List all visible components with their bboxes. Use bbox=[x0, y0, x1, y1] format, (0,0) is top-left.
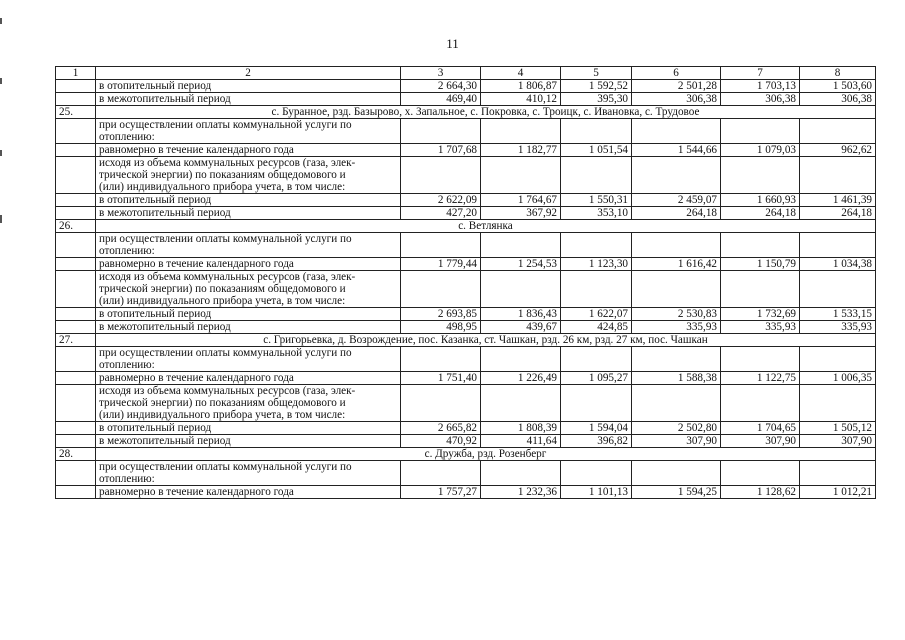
row-index bbox=[56, 308, 96, 321]
description-cell bbox=[96, 271, 401, 308]
tariff-value: 1 704,65 bbox=[721, 422, 800, 435]
empty-cell bbox=[561, 233, 632, 258]
tariff-value: 1 232,36 bbox=[481, 486, 561, 499]
description-line: (или) индивидуального прибора учета, в том числе: bbox=[99, 409, 346, 421]
row-label: в межотопительный период bbox=[96, 435, 401, 448]
tariff-row bbox=[56, 486, 876, 499]
empty-cell bbox=[561, 347, 632, 372]
empty-cell bbox=[561, 157, 632, 194]
tariff-value: 2 664,30 bbox=[401, 80, 481, 93]
description-line: отоплению: bbox=[99, 245, 155, 257]
tariff-value: 1 182,77 bbox=[481, 144, 561, 157]
tariff-value: 469,40 bbox=[401, 93, 481, 106]
description-line: при осуществлении оплаты коммунальной услуги по bbox=[99, 461, 352, 473]
description-line: при осуществлении оплаты коммунальной услуги по bbox=[99, 347, 352, 359]
description-line: отоплению: bbox=[99, 359, 155, 371]
empty-cell bbox=[632, 157, 721, 194]
tariff-value: 1 505,12 bbox=[800, 422, 876, 435]
tariff-table bbox=[55, 66, 876, 499]
description-line: трической энергии) по показаниям общедомового и bbox=[99, 169, 346, 181]
description-line: отоплению: bbox=[99, 473, 155, 485]
description-cell bbox=[96, 385, 401, 422]
description-line: исходя из объема коммунальных ресурсов (газа, элек- bbox=[99, 385, 356, 397]
margin-mark bbox=[0, 215, 2, 223]
description-line: отоплению: bbox=[99, 131, 155, 143]
settlement-row bbox=[56, 448, 876, 461]
tariff-value: 1 757,27 bbox=[401, 486, 481, 499]
tariff-value: 410,12 bbox=[481, 93, 561, 106]
column-number: 8 bbox=[800, 67, 876, 80]
empty-cell bbox=[800, 233, 876, 258]
description-cell bbox=[96, 119, 401, 144]
row-label: равномерно в течение календарного года bbox=[96, 258, 401, 271]
tariff-value: 1 592,52 bbox=[561, 80, 632, 93]
row-index bbox=[56, 207, 96, 220]
description-cell bbox=[96, 157, 401, 194]
row-index bbox=[56, 422, 96, 435]
row-index: 28. bbox=[56, 448, 96, 461]
empty-cell bbox=[800, 119, 876, 144]
empty-cell bbox=[632, 233, 721, 258]
row-label: в отопительный период bbox=[96, 422, 401, 435]
empty-cell bbox=[401, 461, 481, 486]
empty-cell bbox=[401, 233, 481, 258]
column-number-row bbox=[56, 67, 876, 80]
tariff-value: 1 012,21 bbox=[800, 486, 876, 499]
empty-cell bbox=[401, 347, 481, 372]
empty-cell bbox=[481, 385, 561, 422]
tariff-value: 1 079,03 bbox=[721, 144, 800, 157]
row-index bbox=[56, 80, 96, 93]
margin-mark bbox=[0, 18, 2, 24]
row-label: в отопительный период bbox=[96, 308, 401, 321]
tariff-row bbox=[56, 80, 876, 93]
tariff-value: 1 751,40 bbox=[401, 372, 481, 385]
description-cell bbox=[96, 233, 401, 258]
empty-cell bbox=[401, 385, 481, 422]
tariff-value: 1 764,67 bbox=[481, 194, 561, 207]
row-label: в межотопительный период bbox=[96, 207, 401, 220]
empty-cell bbox=[401, 271, 481, 308]
description-cell bbox=[96, 461, 401, 486]
settlement-row bbox=[56, 220, 876, 233]
row-label: в отопительный период bbox=[96, 80, 401, 93]
row-label: равномерно в течение календарного года bbox=[96, 486, 401, 499]
tariff-value: 1 226,49 bbox=[481, 372, 561, 385]
tariff-value: 264,18 bbox=[721, 207, 800, 220]
tariff-value: 396,82 bbox=[561, 435, 632, 448]
settlement-row bbox=[56, 106, 876, 119]
row-index: 25. bbox=[56, 106, 96, 119]
tariff-value: 962,62 bbox=[800, 144, 876, 157]
tariff-row bbox=[56, 258, 876, 271]
description-row bbox=[56, 385, 876, 422]
column-number: 3 bbox=[401, 67, 481, 80]
empty-cell bbox=[481, 157, 561, 194]
column-number: 6 bbox=[632, 67, 721, 80]
row-label: равномерно в течение календарного года bbox=[96, 372, 401, 385]
tariff-value: 264,18 bbox=[800, 207, 876, 220]
tariff-row bbox=[56, 93, 876, 106]
tariff-value: 1 594,04 bbox=[561, 422, 632, 435]
row-index bbox=[56, 486, 96, 499]
row-index bbox=[56, 93, 96, 106]
tariff-value: 2 665,82 bbox=[401, 422, 481, 435]
tariff-value: 1 616,42 bbox=[632, 258, 721, 271]
description-line: исходя из объема коммунальных ресурсов (газа, элек- bbox=[99, 271, 356, 283]
tariff-value: 335,93 bbox=[721, 321, 800, 334]
row-index bbox=[56, 157, 96, 194]
tariff-value: 1 550,31 bbox=[561, 194, 632, 207]
empty-cell bbox=[481, 119, 561, 144]
empty-cell bbox=[632, 119, 721, 144]
row-index: 26. bbox=[56, 220, 96, 233]
row-label: в межотопительный период bbox=[96, 93, 401, 106]
column-number: 4 bbox=[481, 67, 561, 80]
row-index bbox=[56, 271, 96, 308]
tariff-value: 427,20 bbox=[401, 207, 481, 220]
column-number: 7 bbox=[721, 67, 800, 80]
description-row bbox=[56, 347, 876, 372]
tariff-value: 1 095,27 bbox=[561, 372, 632, 385]
empty-cell bbox=[401, 157, 481, 194]
tariff-value: 1 588,38 bbox=[632, 372, 721, 385]
tariff-value: 1 806,87 bbox=[481, 80, 561, 93]
row-label: равномерно в течение календарного года bbox=[96, 144, 401, 157]
tariff-value: 1 150,79 bbox=[721, 258, 800, 271]
row-index bbox=[56, 385, 96, 422]
empty-cell bbox=[800, 385, 876, 422]
tariff-value: 470,92 bbox=[401, 435, 481, 448]
column-number: 5 bbox=[561, 67, 632, 80]
tariff-value: 1 622,07 bbox=[561, 308, 632, 321]
row-index bbox=[56, 194, 96, 207]
empty-cell bbox=[632, 271, 721, 308]
tariff-value: 1 660,93 bbox=[721, 194, 800, 207]
tariff-value: 307,90 bbox=[721, 435, 800, 448]
tariff-value: 1 594,25 bbox=[632, 486, 721, 499]
row-index bbox=[56, 347, 96, 372]
tariff-value: 1 533,15 bbox=[800, 308, 876, 321]
empty-cell bbox=[481, 271, 561, 308]
description-line: при осуществлении оплаты коммунальной услуги по bbox=[99, 233, 352, 245]
tariff-value: 439,67 bbox=[481, 321, 561, 334]
empty-cell bbox=[481, 461, 561, 486]
tariff-value: 1 808,39 bbox=[481, 422, 561, 435]
table-body bbox=[56, 67, 876, 499]
tariff-value: 1 128,62 bbox=[721, 486, 800, 499]
empty-cell bbox=[800, 157, 876, 194]
empty-cell bbox=[481, 233, 561, 258]
tariff-value: 1 123,30 bbox=[561, 258, 632, 271]
tariff-value: 1 732,69 bbox=[721, 308, 800, 321]
description-line: исходя из объема коммунальных ресурсов (газа, элек- bbox=[99, 157, 356, 169]
empty-cell bbox=[561, 119, 632, 144]
row-label: в межотопительный период bbox=[96, 321, 401, 334]
empty-cell bbox=[721, 157, 800, 194]
row-index: 27. bbox=[56, 334, 96, 347]
column-number: 2 bbox=[96, 67, 401, 80]
tariff-value: 1 836,43 bbox=[481, 308, 561, 321]
tariff-value: 2 501,28 bbox=[632, 80, 721, 93]
tariff-value: 335,93 bbox=[800, 321, 876, 334]
description-row bbox=[56, 157, 876, 194]
description-line: (или) индивидуального прибора учета, в том числе: bbox=[99, 295, 346, 307]
empty-cell bbox=[800, 271, 876, 308]
tariff-value: 307,90 bbox=[800, 435, 876, 448]
tariff-value: 1 703,13 bbox=[721, 80, 800, 93]
row-index bbox=[56, 372, 96, 385]
tariff-value: 1 101,13 bbox=[561, 486, 632, 499]
tariff-row bbox=[56, 321, 876, 334]
tariff-value: 2 459,07 bbox=[632, 194, 721, 207]
empty-cell bbox=[721, 271, 800, 308]
tariff-value: 1 034,38 bbox=[800, 258, 876, 271]
empty-cell bbox=[721, 347, 800, 372]
margin-mark bbox=[0, 150, 2, 156]
empty-cell bbox=[721, 461, 800, 486]
tariff-value: 306,38 bbox=[632, 93, 721, 106]
tariff-value: 335,93 bbox=[632, 321, 721, 334]
row-index bbox=[56, 258, 96, 271]
tariff-row bbox=[56, 372, 876, 385]
tariff-value: 2 693,85 bbox=[401, 308, 481, 321]
tariff-row bbox=[56, 207, 876, 220]
tariff-value: 1 254,53 bbox=[481, 258, 561, 271]
empty-cell bbox=[632, 347, 721, 372]
settlement-names: с. Буранное, рзд. Базырово, х. Запальное, с. Покровка, с. Троицк, с. Ивановка, с. Трудовое bbox=[96, 106, 876, 119]
row-index bbox=[56, 144, 96, 157]
tariff-value: 307,90 bbox=[632, 435, 721, 448]
settlement-row bbox=[56, 334, 876, 347]
tariff-value: 1 122,75 bbox=[721, 372, 800, 385]
row-label: в отопительный период bbox=[96, 194, 401, 207]
row-index bbox=[56, 119, 96, 144]
page-number: 11 bbox=[446, 36, 459, 51]
tariff-value: 1 461,39 bbox=[800, 194, 876, 207]
description-cell bbox=[96, 347, 401, 372]
tariff-value: 411,64 bbox=[481, 435, 561, 448]
empty-cell bbox=[561, 461, 632, 486]
tariff-value: 367,92 bbox=[481, 207, 561, 220]
tariff-value: 264,18 bbox=[632, 207, 721, 220]
description-line: (или) индивидуального прибора учета, в том числе: bbox=[99, 181, 346, 193]
tariff-value: 306,38 bbox=[800, 93, 876, 106]
empty-cell bbox=[800, 347, 876, 372]
tariff-row bbox=[56, 435, 876, 448]
description-row bbox=[56, 271, 876, 308]
tariff-value: 1 707,68 bbox=[401, 144, 481, 157]
tariff-value: 395,30 bbox=[561, 93, 632, 106]
tariff-value: 498,95 bbox=[401, 321, 481, 334]
empty-cell bbox=[721, 119, 800, 144]
empty-cell bbox=[561, 385, 632, 422]
tariff-value: 2 502,80 bbox=[632, 422, 721, 435]
empty-cell bbox=[721, 385, 800, 422]
description-row bbox=[56, 119, 876, 144]
margin-mark bbox=[0, 78, 2, 84]
empty-cell bbox=[721, 233, 800, 258]
description-line: трической энергии) по показаниям общедомового и bbox=[99, 397, 346, 409]
settlement-names: с. Григорьевка, д. Возрождение, пос. Казанка, ст. Чашкан, рзд. 26 км, рзд. 27 км, пос. Чашкан bbox=[96, 334, 876, 347]
empty-cell bbox=[632, 461, 721, 486]
tariff-value: 424,85 bbox=[561, 321, 632, 334]
tariff-value: 2 622,09 bbox=[401, 194, 481, 207]
column-number: 1 bbox=[56, 67, 96, 80]
tariff-value: 2 530,83 bbox=[632, 308, 721, 321]
description-line: трической энергии) по показаниям общедомового и bbox=[99, 283, 346, 295]
empty-cell bbox=[632, 385, 721, 422]
tariff-value: 1 503,60 bbox=[800, 80, 876, 93]
tariff-row bbox=[56, 422, 876, 435]
row-index bbox=[56, 435, 96, 448]
empty-cell bbox=[481, 347, 561, 372]
tariff-row bbox=[56, 194, 876, 207]
tariff-value: 1 006,35 bbox=[800, 372, 876, 385]
settlement-names: с. Ветлянка bbox=[96, 220, 876, 233]
row-index bbox=[56, 461, 96, 486]
tariff-value: 306,38 bbox=[721, 93, 800, 106]
tariff-row bbox=[56, 308, 876, 321]
row-index bbox=[56, 233, 96, 258]
settlement-names: с. Дружба, рзд. Розенберг bbox=[96, 448, 876, 461]
row-index bbox=[56, 321, 96, 334]
empty-cell bbox=[401, 119, 481, 144]
tariff-value: 353,10 bbox=[561, 207, 632, 220]
description-row bbox=[56, 461, 876, 486]
tariff-value: 1 779,44 bbox=[401, 258, 481, 271]
description-row bbox=[56, 233, 876, 258]
tariff-value: 1 544,66 bbox=[632, 144, 721, 157]
tariff-row bbox=[56, 144, 876, 157]
description-line: при осуществлении оплаты коммунальной услуги по bbox=[99, 119, 352, 131]
tariff-value: 1 051,54 bbox=[561, 144, 632, 157]
empty-cell bbox=[800, 461, 876, 486]
empty-cell bbox=[561, 271, 632, 308]
